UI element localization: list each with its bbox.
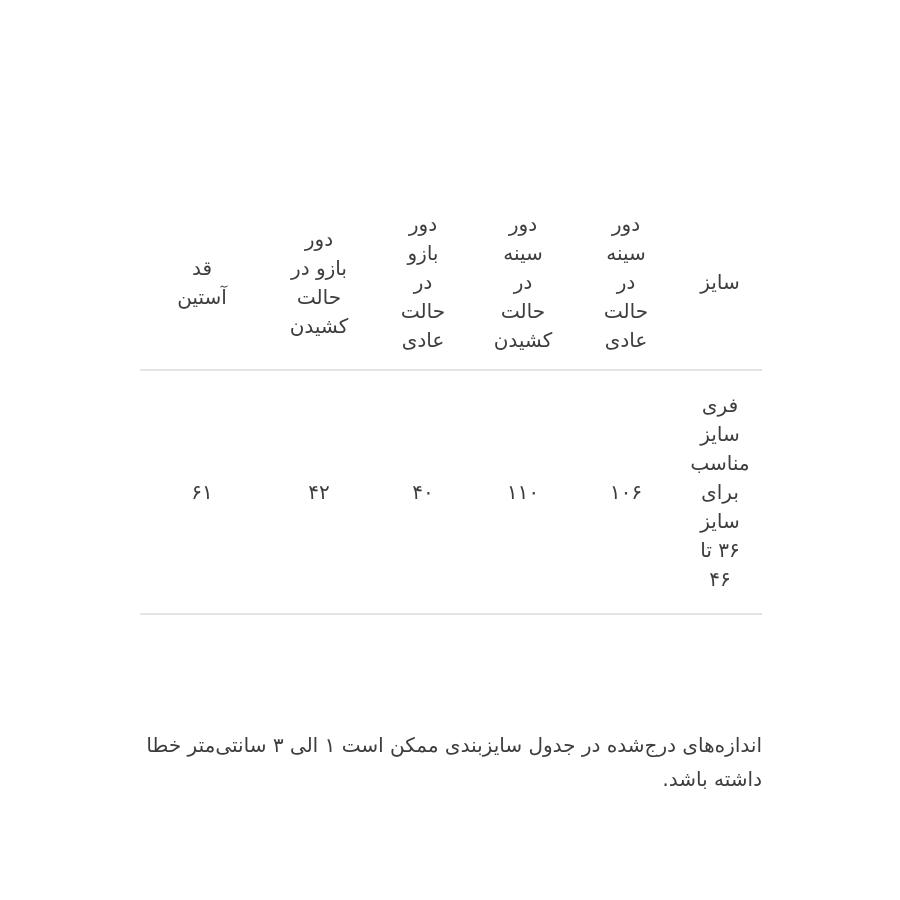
header-sleeve-length: قد آستین bbox=[140, 196, 264, 370]
cell-size: فری سایز مناسب برای سایز ۳۶ تا ۴۶ bbox=[678, 370, 762, 614]
table-row bbox=[140, 370, 762, 614]
measurement-note: اندازه‌های درج‌شده در جدول سایزبندی ممکن است ۱ الی ۳ سانتی‌متر خطا داشته باشد. bbox=[146, 733, 762, 791]
header-size: سایز bbox=[678, 196, 762, 370]
header-chest-stretched: دور سینه در حالت کشیدن bbox=[472, 196, 574, 370]
cell-arm-stretched: ۴۲ bbox=[264, 370, 374, 614]
cell-sleeve-length: ۶۱ bbox=[140, 370, 264, 614]
size-table bbox=[140, 196, 762, 615]
cell-arm-normal: ۴۰ bbox=[374, 370, 472, 614]
header-arm-normal: دور بازو در حالت عادی bbox=[374, 196, 472, 370]
table-header-row bbox=[140, 196, 762, 370]
header-chest-normal: دور سینه در حالت عادی bbox=[574, 196, 678, 370]
cell-chest-normal: ۱۰۶ bbox=[574, 370, 678, 614]
header-arm-stretched: دور بازو در حالت کشیدن bbox=[264, 196, 374, 370]
cell-chest-stretched: ۱۱۰ bbox=[472, 370, 574, 614]
